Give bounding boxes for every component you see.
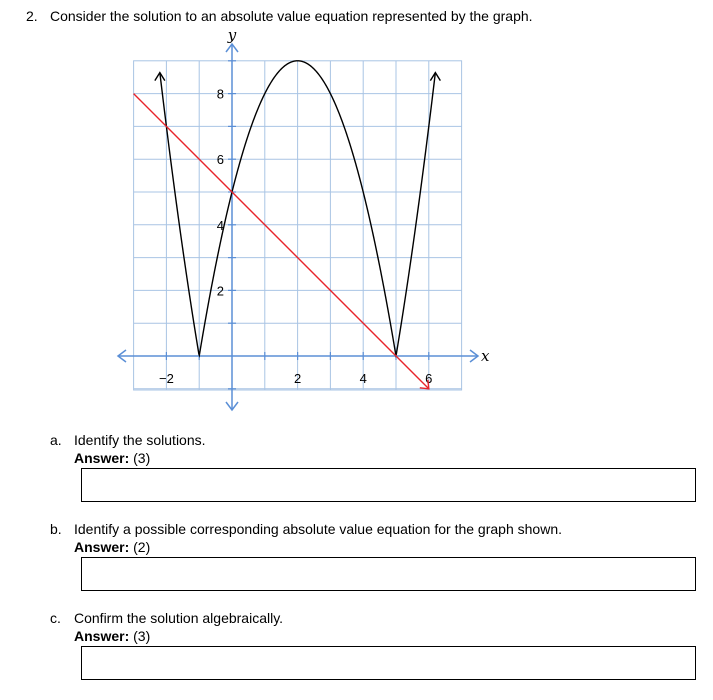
answer-label: Answer: (74, 539, 130, 555)
part-a-letter: a. (50, 432, 62, 448)
x-tick-label: 2 (293, 371, 302, 386)
part-c-prompt (50, 610, 283, 626)
question-text: Consider the solution to an absolute value equation represented by the graph. (50, 8, 533, 24)
grid (134, 61, 462, 390)
x-tick-label: −2 (158, 371, 174, 386)
points: (2) (133, 539, 151, 555)
part-c-answer-box[interactable] (81, 646, 696, 680)
part-a-answer-box[interactable] (81, 468, 696, 502)
y-axis-label: y (227, 26, 237, 44)
part-b-answer-label (74, 539, 150, 555)
part-a-prompt (50, 432, 206, 448)
x-tick-label: 6 (425, 371, 433, 386)
red-line (134, 94, 429, 389)
part-b-text: Identify a possible corresponding absolute value equation for the graph shown. (74, 521, 562, 537)
points: (3) (133, 628, 151, 644)
y-tick-label: 8 (216, 86, 224, 102)
part-b-prompt (50, 521, 562, 537)
part-c-letter: c. (50, 610, 61, 626)
part-a-answer-label (74, 450, 150, 466)
y-tick-label: 2 (216, 283, 224, 299)
x-axis-label: x (481, 347, 490, 365)
answer-label: Answer: (74, 450, 130, 466)
part-c-answer-label (74, 628, 150, 644)
question-number: 2. (26, 8, 38, 24)
part-c-text: Confirm the solution algebraically. (74, 610, 284, 626)
points: (3) (133, 450, 151, 466)
part-b-answer-box[interactable] (81, 557, 696, 591)
answer-label: Answer: (74, 628, 130, 644)
x-tick-label: 4 (359, 371, 367, 386)
y-tick-label: 4 (216, 217, 224, 233)
part-a-text: Identify the solutions. (74, 432, 206, 448)
y-tick-label: 6 (216, 152, 224, 168)
part-b-letter: b. (50, 521, 62, 537)
